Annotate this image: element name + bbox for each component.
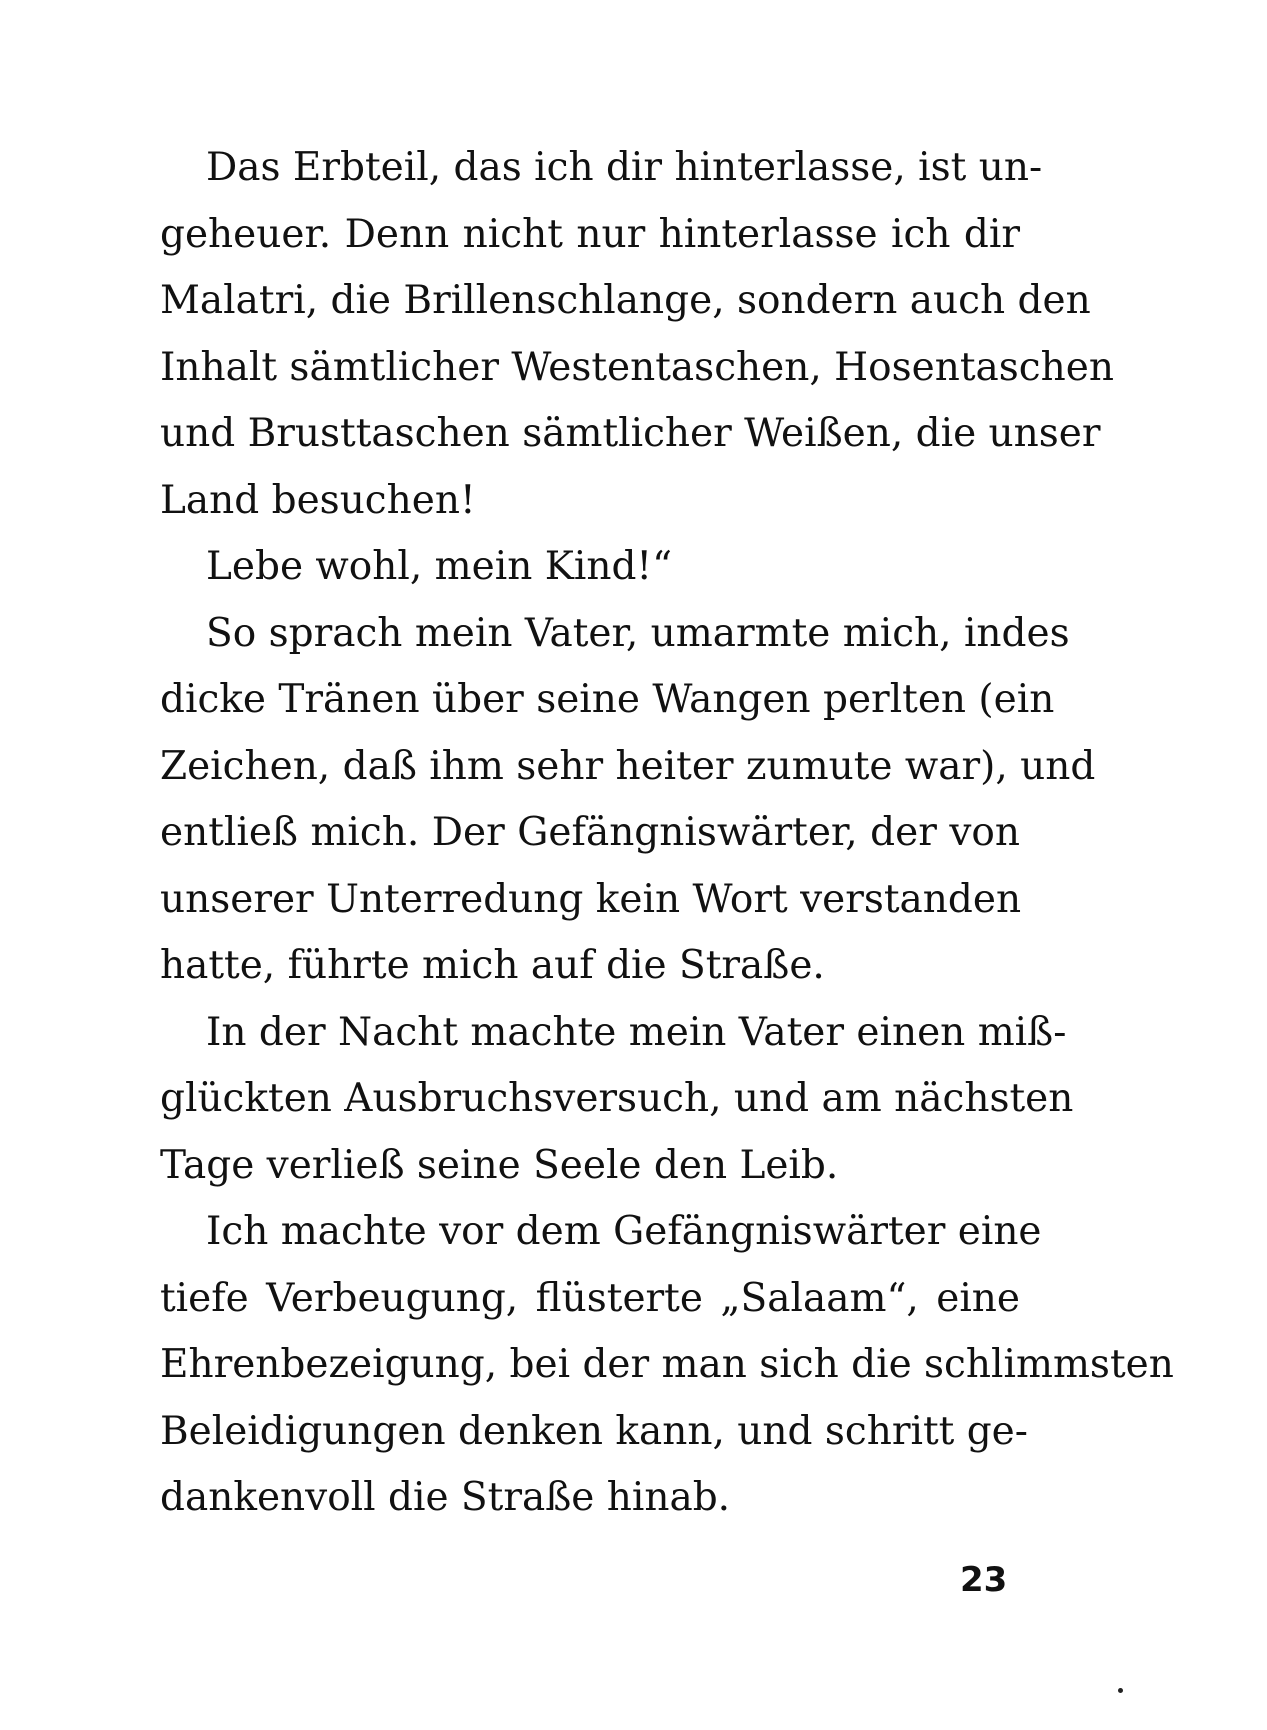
text-line: und Brusttaschen sämtlicher Weißen, die unser [160, 411, 1101, 456]
print-speck [1118, 1688, 1123, 1693]
text-line: In der Nacht machte mein Vater einen miß- [206, 1009, 1067, 1055]
text-line: dicke Tränen über seine Wangen perlten (ein [160, 677, 1055, 722]
text-line: entließ mich. Der Gefängniswärter, der von [160, 810, 1020, 855]
body-text [160, 135, 1174, 1532]
text-line: Inhalt sämtlicher Westentaschen, Hosentaschen [160, 344, 1114, 390]
text-line: dankenvoll die Straße hinab. [160, 1475, 731, 1520]
text-line: Zeichen, daß ihm sehr heiter zumute war), und [160, 743, 1096, 789]
text-line: Tage verließ seine Seele den Leib. [160, 1142, 839, 1188]
text-line: Das Erbteil, das ich dir hinterlasse, ist un- [206, 145, 1043, 190]
page-number: 23 [960, 1560, 1008, 1600]
text-line: hatte, führte mich auf die Straße. [160, 943, 825, 988]
text-line: Malatri, die Brillenschlange, sondern auch den [160, 278, 1091, 323]
text-line: unserer Unterredung kein Wort verstanden [160, 876, 1022, 922]
text-line: Ehrenbezeigung, bei der man sich die schlimmsten [160, 1342, 1174, 1387]
text-line: So sprach mein Vater, umarmte mich, indes [206, 610, 1070, 656]
text-line: Ich machte vor dem Gefängniswärter eine [206, 1209, 1042, 1254]
text-line: tiefe Verbeugung, flüsterte „Salaam“, eine [160, 1275, 1020, 1321]
text-line: glückten Ausbruchsversuch, und am nächsten [160, 1076, 1074, 1121]
text-line: geheuer. Denn nicht nur hinterlasse ich dir [160, 211, 1020, 257]
text-line: Beleidigungen denken kann, und schritt ge- [160, 1408, 1028, 1454]
text-line: Lebe wohl, mein Kind!“ [206, 544, 673, 589]
text-line: Land besuchen! [160, 477, 476, 523]
